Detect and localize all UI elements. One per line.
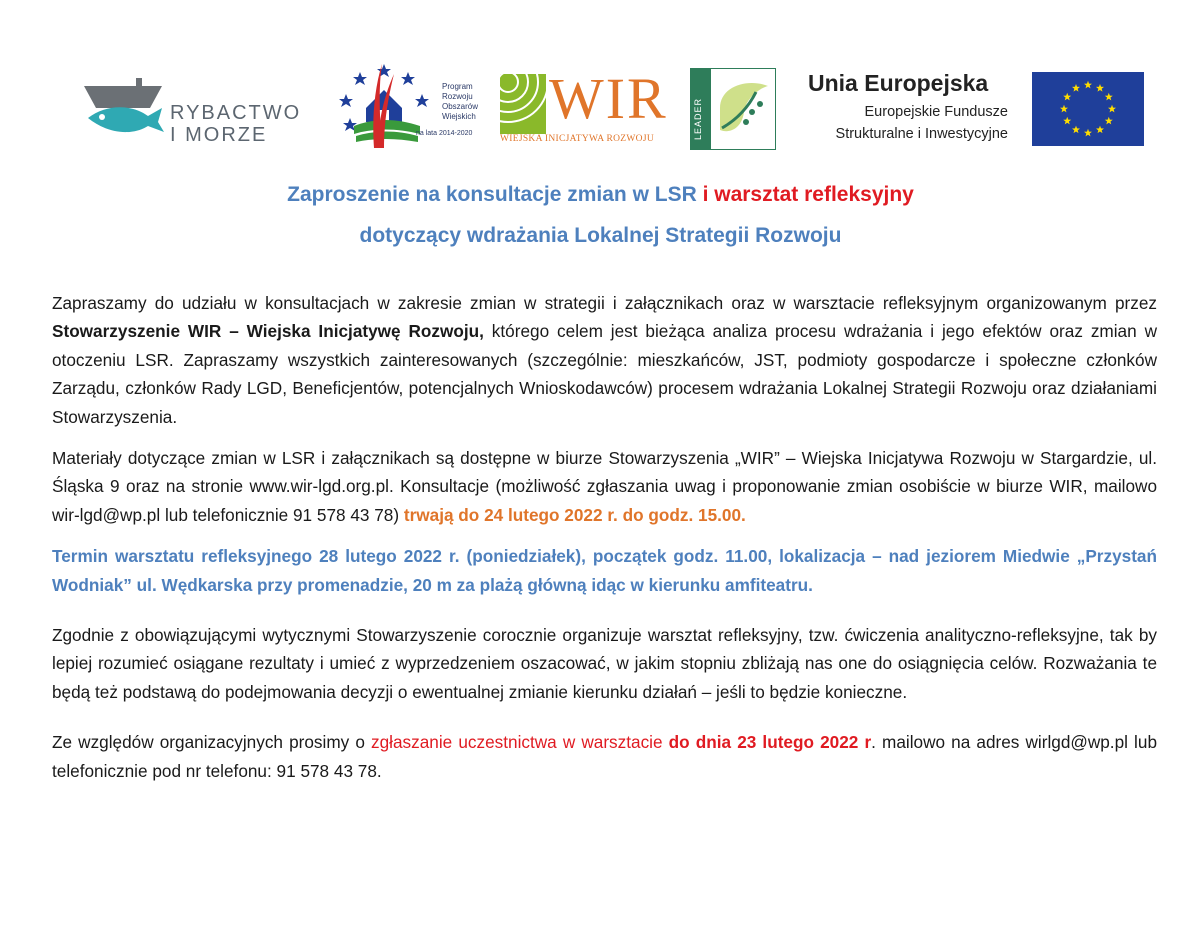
prow-emblem-icon [334,60,434,152]
p1-text-a: Zapraszamy do udziału w konsultacjach w zakresie zmian w strategii i załącznikach oraz w warsztacie refleksyjnym organizowanym przez [52,293,1157,313]
title-blue-part: Zaproszenie na konsultacje zmian w LSR [287,183,703,206]
rybactwo-text [170,102,301,146]
title-red-part: i warsztat refleksyjny [702,183,914,206]
paragraph-1 [52,289,1157,431]
rybactwo-line1: RYBACTWO [170,102,302,124]
prow-line3: Obszarów [442,102,479,111]
logo-bar [78,60,1148,152]
prow-line2: Rozwoju [442,92,473,101]
p5-date: do dnia 23 lutego 2022 r [668,732,872,753]
prow-logo [334,60,494,152]
eu-title: Unia Europejska [808,70,989,96]
eu-flag-icon [1032,72,1144,146]
wir-logo [500,66,680,150]
eu-subtitle-1: Europejskie Fundusze [864,104,1008,120]
p2-deadline: trwają do 24 lutego 2022 r. do godz. 15.00. [403,504,746,525]
invitation-title-line2: dotyczący wdrażania Lokalnej Strategii Rozwoju [359,224,842,247]
eu-flag [1032,72,1144,146]
p2-text-a: Materiały dotyczące zmian w LSR i załącznikach są dostępne w biurze Stowarzyszenia „WIR” – Wiejska Inicjatywa Rozwoju w Stargardzie, ul. Śląska 9 oraz na stronie www.wir-lgd.org.pl. Konsultacje (możliwość zgłaszania uwag i proponowanie zmian osobiście w biurze WIR, mailowo wir-lgd@wp.pl lub telefonicznie 91 578 43 78) [52,448,1157,525]
p1-org-name: Stowarzyszenie WIR – Wiejska Inicjatywę Rozwoju, [52,321,484,342]
p5-registration: zgłaszanie uczestnictwa w warsztacie [371,732,669,753]
prow-years: na lata 2014-2020 [416,130,473,137]
paragraph-5 [52,728,1157,785]
p5-text-a: Ze względów organizacyjnych prosimy o [52,732,372,753]
paragraph-2 [52,444,1157,529]
paragraph-4: Zgodnie z obowiązującymi wytycznymi Stowarzyszenie corocznie organizuje warsztat refleksyjny, tzw. ćwiczenia analityczno-refleksyjne, tak by lepiej rozumieć osiągane rezultaty i umieć z wyprzedzeniem oszacować, w jakim stopniu zbliżają nas one do osiągnięcia celów. Rozważania te będą też podstawą do podejmowania decyzji o ewentualnej zmianie kierunku działań – jeśli to będzie konieczne. [52,625,1157,702]
prow-line4: Wiejskich [442,112,476,121]
eu-subtitle-2: Strukturalne i Inwestycyjne [835,126,1008,142]
prow-text [442,82,478,122]
p5-text-d: . mailowo na adres wirlgd@wp.pl lub telefonicznie pod nr telefonu: 91 578 43 78. [52,732,1157,781]
p1-text-c: którego celem jest bieżąca analiza procesu wdrażania i jego efektów oraz zmian w otoczeniu LSR. Zapraszamy wszystkich zainteresowanych (szczególnie: mieszkańców, JST, podmioty gospodarcze i społeczne członków Zarządu, członków Rady LGD, Beneficjentów, potencjalnych Wnioskodawców) procesem wdrażania Lokalnej Strategii Rozwoju oraz działaniami Stowarzyszenia. [52,321,1157,427]
fish-boat-icon [78,74,170,140]
prow-line1: Program [442,82,473,91]
leader-logo [690,68,776,150]
document-body [52,289,1157,798]
wir-subtitle: WIEJSKA INICJATYWA ROZWOJU [500,134,654,144]
wir-name: WIR [549,66,668,131]
paragraph-3-workshop-info: Termin warsztatu refleksyjnego 28 lutego 2022 r. (poniedziałek), początek godz. 11.00, lokalizacja – nad jeziorem Miedwie „Przystań Wodniak” ul. Wędkarska przy promenadzie, 20 m za plażą główną idąc w kierunku amfiteatru. [52,546,1157,595]
rybactwo-logo [78,74,308,144]
wir-swirl-icon [500,74,546,134]
rybactwo-line2: I MORZE [170,124,268,146]
leader-label: LEADER [693,97,703,140]
invitation-title-line1 [0,183,1201,207]
